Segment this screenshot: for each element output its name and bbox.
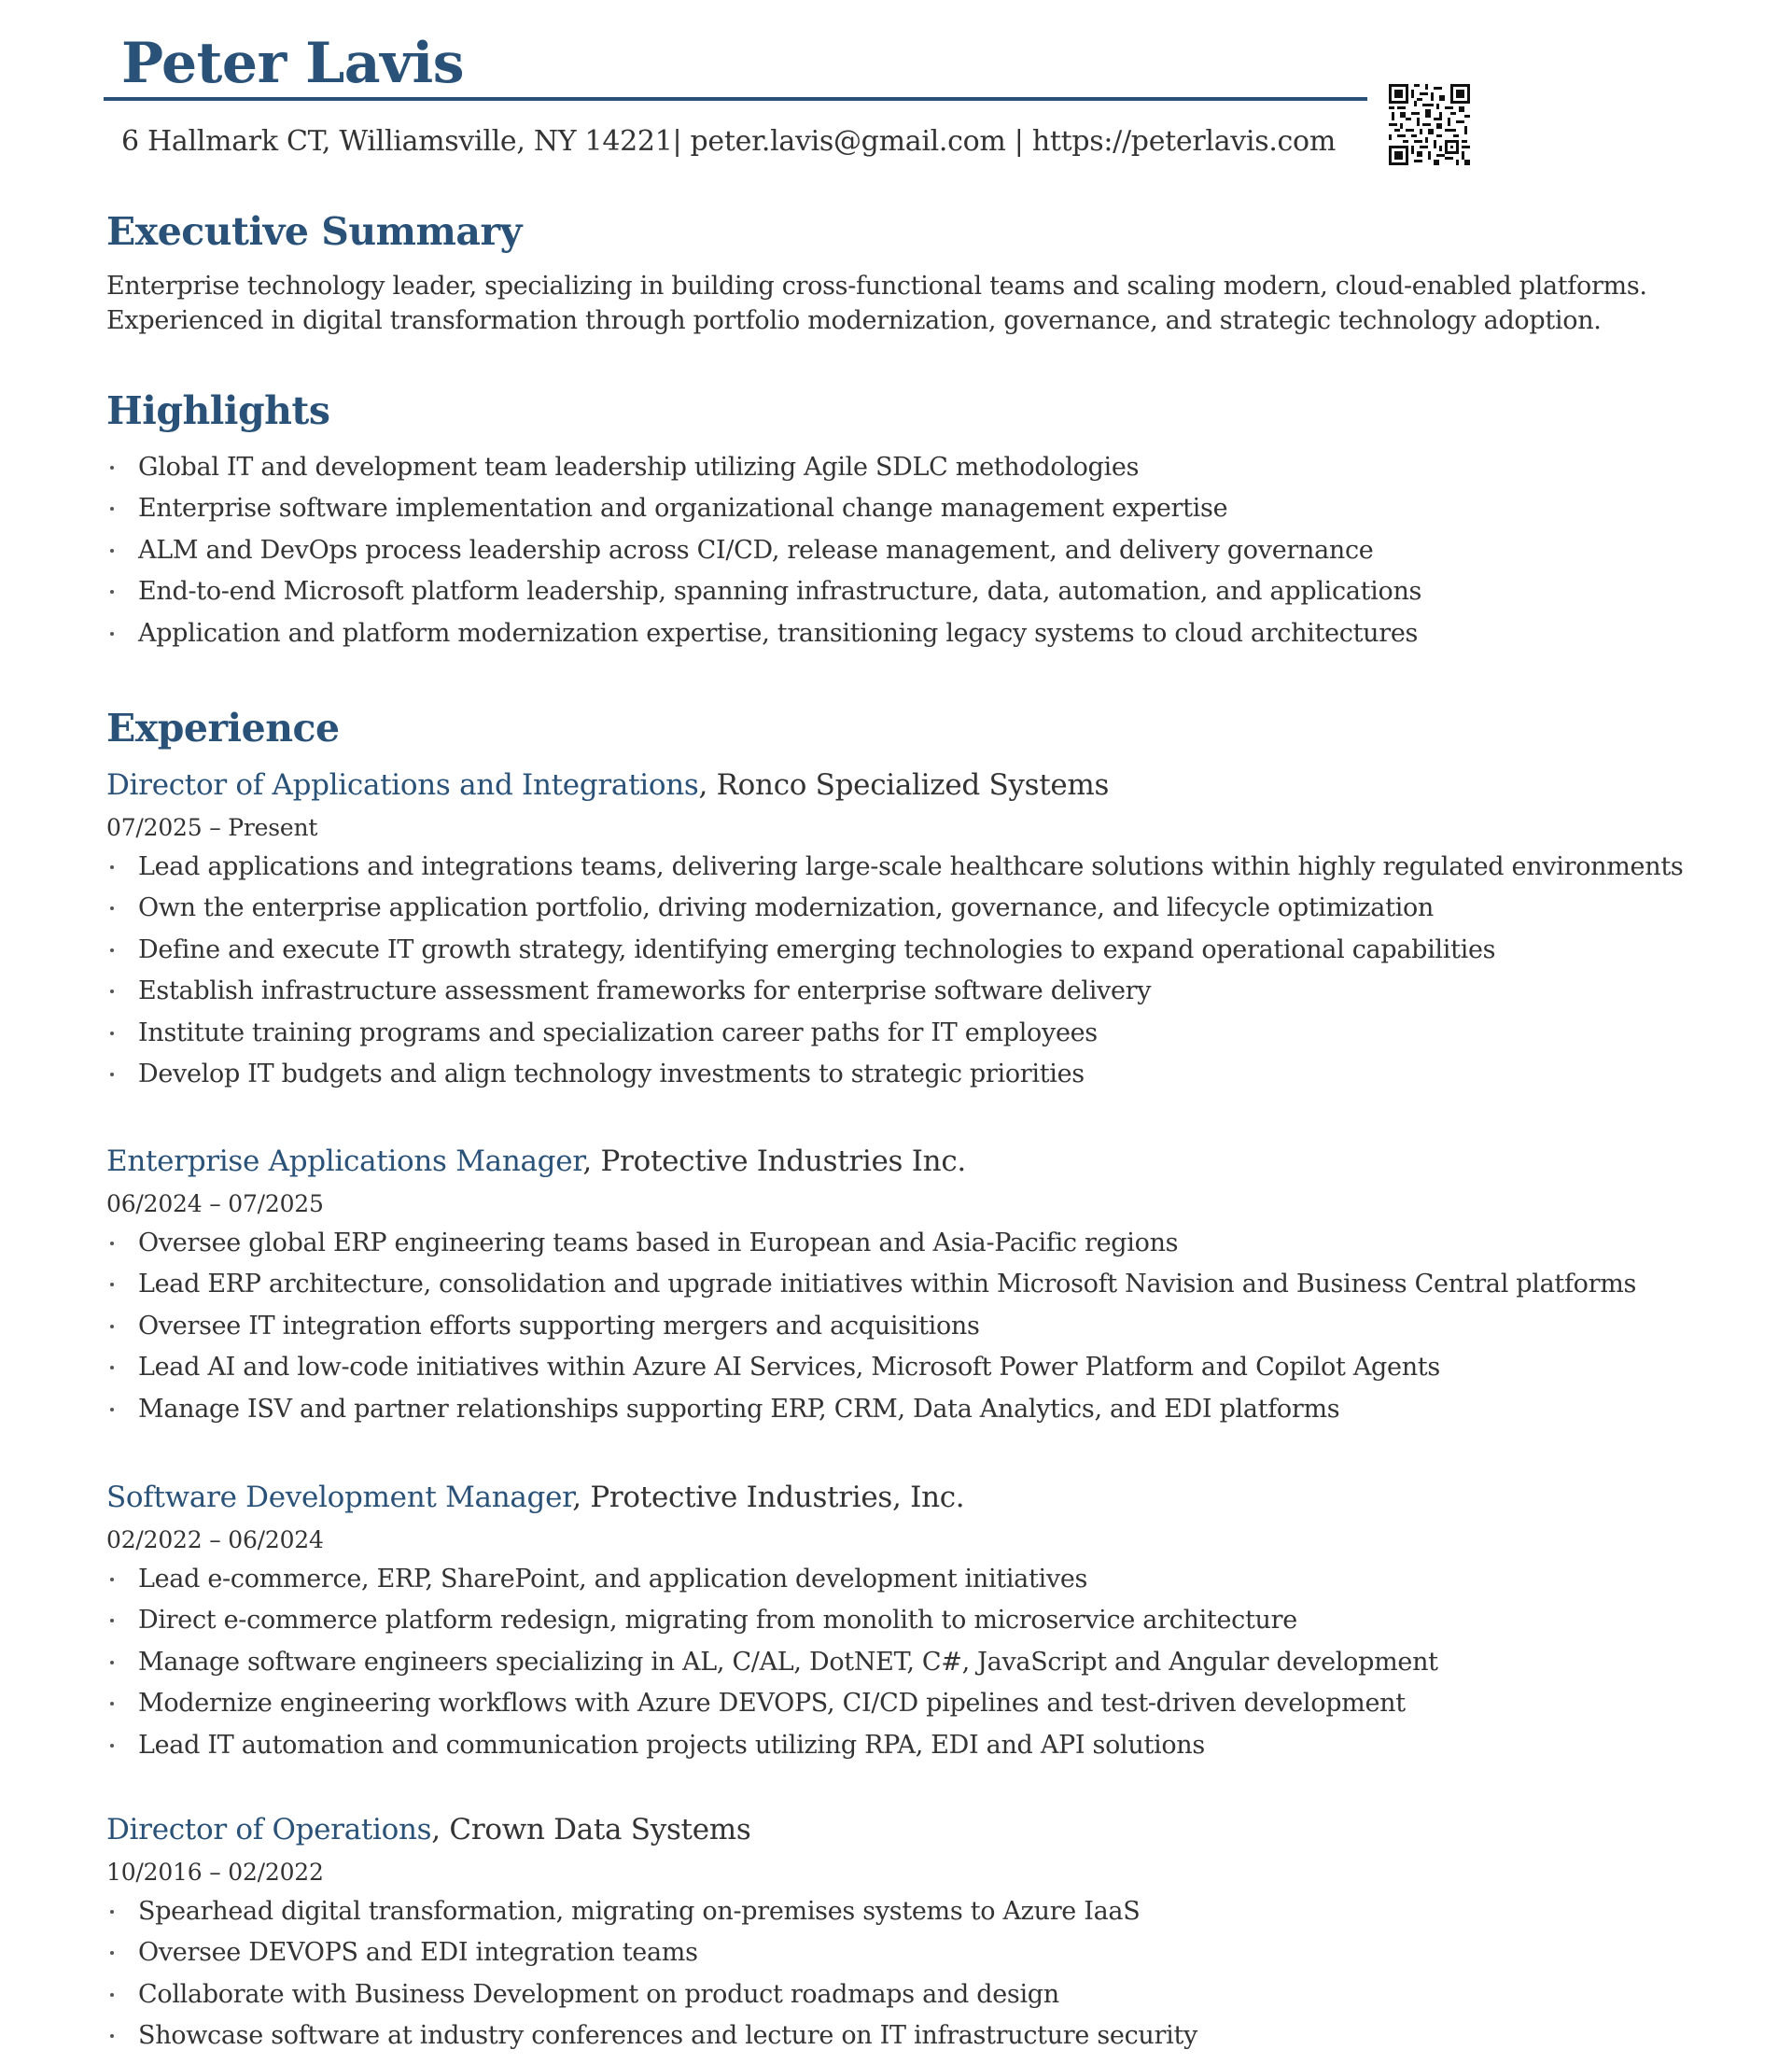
list-item: Oversee DEVOPS and EDI integration teams — [106, 1932, 1197, 1973]
job-company: , Crown Data Systems — [431, 1813, 751, 1846]
summary-line: Experienced in digital transformation through portfolio modernization, governance, and strategic technology adoption. — [106, 306, 1602, 335]
list-item: Lead ERP architecture, consolidation and upgrade initiatives within Microsoft Navision and Business Central platforms — [106, 1264, 1636, 1305]
job-role: Software Development Manager — [106, 1481, 573, 1514]
experience-heading: Experience — [106, 706, 340, 751]
job-heading — [106, 1809, 750, 1850]
summary-line: Enterprise technology leader, specializing in building cross-functional teams and scaling modern, cloud-enabled platforms. — [106, 272, 1647, 301]
job-heading — [106, 1141, 966, 1182]
list-item: Oversee global ERP engineering teams based in European and Asia-Pacific regions — [106, 1223, 1636, 1264]
list-item: End-to-end Microsoft platform leadership, spanning infrastructure, data, automation, and applications — [106, 571, 1421, 612]
job-bullets — [106, 1559, 1438, 1766]
list-item: Lead applications and integrations teams, delivering large-scale healthcare solutions within highly regulated environments — [106, 847, 1683, 888]
job-dates: 07/2025 – Present — [106, 814, 318, 841]
job-role: Enterprise Applications Manager — [106, 1144, 583, 1178]
job-dates: 06/2024 – 07/2025 — [106, 1190, 324, 1217]
list-item: Global IT and development team leadership utilizing Agile SDLC methodologies — [106, 447, 1421, 488]
job-role: Director of Operations — [106, 1813, 432, 1846]
job-bullets — [106, 1223, 1636, 1430]
candidate-name: Peter Lavis — [121, 31, 465, 96]
summary-heading: Executive Summary — [106, 209, 522, 254]
job-bullets — [106, 1891, 1197, 2057]
list-item: Application and platform modernization expertise, transitioning legacy systems to cloud architectures — [106, 613, 1421, 654]
list-item: Lead IT automation and communication projects utilizing RPA, EDI and API solutions — [106, 1725, 1438, 1766]
list-item: Enterprise software implementation and organizational change management expertise — [106, 488, 1421, 529]
job-bullets — [106, 847, 1683, 1095]
header-divider — [104, 97, 1367, 101]
list-item: Spearhead digital transformation, migrating on-premises systems to Azure IaaS — [106, 1891, 1197, 1932]
job-company: , Protective Industries Inc. — [582, 1144, 966, 1178]
job-heading — [106, 1477, 964, 1518]
job-role: Director of Applications and Integrations — [106, 768, 699, 802]
job-dates: 02/2022 – 06/2024 — [106, 1526, 324, 1553]
list-item: Collaborate with Business Development on product roadmaps and design — [106, 1974, 1197, 2015]
list-item: Manage software engineers specializing in AL, C/AL, DotNET, C#, JavaScript and Angular development — [106, 1642, 1438, 1683]
list-item: Direct e-commerce platform redesign, migrating from monolith to microservice architecture — [106, 1600, 1438, 1641]
list-item: Institute training programs and specialization career paths for IT employees — [106, 1013, 1683, 1054]
job-company: , Protective Industries, Inc. — [572, 1481, 965, 1514]
job-heading — [106, 765, 1109, 806]
list-item: Oversee IT integration efforts supporting mergers and acquisitions — [106, 1306, 1636, 1347]
list-item: Establish infrastructure assessment frameworks for enterprise software delivery — [106, 971, 1683, 1012]
contact-line: 6 Hallmark CT, Williamsville, NY 14221| peter.lavis@gmail.com | https://peterlavis.com — [121, 125, 1336, 158]
list-item: Lead e-commerce, ERP, SharePoint, and application development initiatives — [106, 1559, 1438, 1600]
list-item: Showcase software at industry conferences and lecture on IT infrastructure security — [106, 2015, 1197, 2057]
list-item: Lead AI and low-code initiatives within Azure AI Services, Microsoft Power Platform and Copilot Agents — [106, 1347, 1636, 1388]
job-company: , Ronco Specialized Systems — [698, 768, 1110, 802]
summary-text — [106, 269, 1749, 338]
list-item: Develop IT budgets and align technology investments to strategic priorities — [106, 1054, 1683, 1095]
list-item: Manage ISV and partner relationships supporting ERP, CRM, Data Analytics, and EDI platforms — [106, 1389, 1636, 1430]
qr-code-icon — [1389, 84, 1470, 165]
highlights-list — [106, 447, 1421, 654]
list-item: ALM and DevOps process leadership across CI/CD, release management, and delivery governance — [106, 530, 1421, 571]
highlights-heading: Highlights — [106, 388, 330, 433]
job-dates: 10/2016 – 02/2022 — [106, 1859, 324, 1886]
list-item: Modernize engineering workflows with Azure DEVOPS, CI/CD pipelines and test-driven development — [106, 1683, 1438, 1724]
list-item: Own the enterprise application portfolio, driving modernization, governance, and lifecycle optimization — [106, 888, 1683, 929]
list-item: Define and execute IT growth strategy, identifying emerging technologies to expand operational capabilities — [106, 930, 1683, 971]
